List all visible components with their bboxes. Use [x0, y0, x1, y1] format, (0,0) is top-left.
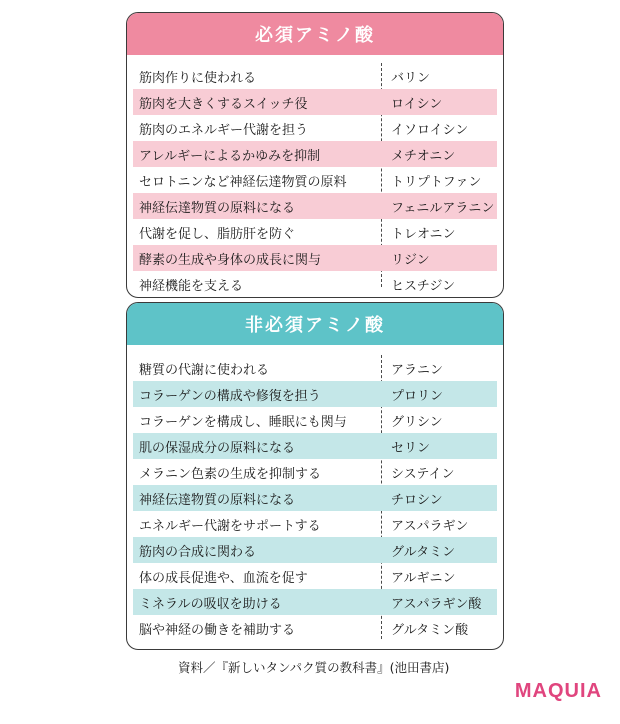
row-amino-acid: アスパラギン酸 — [391, 596, 482, 612]
row-amino-acid: アスパラギン — [391, 518, 469, 534]
row-amino-acid: バリン — [391, 70, 431, 86]
essential-rows — [127, 55, 503, 297]
row-description: アレルギーによるかゆみを抑制 — [139, 148, 321, 164]
table-row — [133, 245, 497, 271]
row-amino-acid: ヒスチジン — [391, 278, 456, 294]
row-amino-acid: ロイシン — [391, 96, 443, 112]
table-row — [133, 485, 497, 511]
table-row — [133, 615, 497, 641]
row-amino-acid: グルタミン — [391, 544, 456, 560]
table-row — [133, 511, 497, 537]
table-row — [133, 381, 497, 407]
table-row — [133, 271, 497, 297]
row-description: コラーゲンを構成し、睡眠にも関与 — [139, 414, 347, 430]
row-description: 代謝を促し、脂肪肝を防ぐ — [139, 226, 296, 242]
row-amino-acid: プロリン — [391, 388, 444, 404]
row-amino-acid: セリン — [391, 440, 431, 456]
row-amino-acid: メチオニン — [391, 148, 456, 164]
row-description: エネルギー代謝をサポートする — [139, 518, 321, 534]
source-citation: 資料／『新しいタンパク質の教科書』(池田書店) — [178, 660, 450, 675]
row-description: 筋肉作りに使われる — [139, 70, 257, 86]
table-row — [133, 459, 497, 485]
row-amino-acid: グルタミン酸 — [391, 622, 469, 638]
row-description: 肌の保湿成分の原料になる — [139, 440, 296, 456]
nonessential-card-title: 非必須アミノ酸 — [127, 303, 503, 345]
row-description: メラニン色素の生成を抑制する — [139, 466, 322, 482]
nonessential-rows — [127, 345, 503, 641]
table-row — [133, 141, 497, 167]
row-description: 体の成長促進や、血流を促す — [139, 570, 308, 586]
table-row — [133, 115, 497, 141]
row-description: 糖質の代謝に使われる — [139, 362, 270, 378]
table-row — [133, 167, 497, 193]
row-description: 酵素の生成や身体の成長に関与 — [139, 252, 322, 268]
table-row — [133, 589, 497, 615]
essential-amino-acids-card — [126, 12, 504, 298]
row-description: 脳や神経の働きを補助する — [139, 622, 296, 638]
row-description: 筋肉のエネルギー代謝を担う — [139, 122, 309, 138]
table-row — [133, 355, 497, 381]
row-amino-acid: アラニン — [391, 362, 444, 378]
row-description: コラーゲンの構成や修復を担う — [139, 388, 321, 404]
brand-logo: MAQUIA — [514, 680, 602, 702]
row-amino-acid: アルギニン — [391, 570, 456, 586]
row-amino-acid: リジン — [391, 252, 430, 268]
row-description: ミネラルの吸収を助ける — [139, 596, 282, 612]
row-amino-acid: イソロイシン — [391, 122, 469, 138]
table-row — [133, 89, 497, 115]
row-description: 神経伝達物質の原料になる — [139, 492, 296, 508]
row-description: 筋肉の合成に関わる — [139, 544, 257, 560]
row-description: 神経機能を支える — [139, 278, 244, 294]
table-row — [133, 563, 497, 589]
row-description: 神経伝達物質の原料になる — [139, 200, 296, 216]
row-amino-acid: グリシン — [391, 414, 443, 430]
row-amino-acid: チロシン — [391, 492, 443, 508]
row-amino-acid: フェニルアラニン — [391, 200, 495, 216]
table-row — [133, 219, 497, 245]
essential-card-title: 必須アミノ酸 — [127, 13, 503, 55]
row-amino-acid: トレオニン — [391, 226, 456, 242]
table-row — [133, 193, 497, 219]
table-row — [133, 407, 497, 433]
table-row — [133, 63, 497, 89]
table-row — [133, 537, 497, 563]
row-description: 筋肉を大きくするスイッチ役 — [139, 96, 308, 112]
row-amino-acid: システイン — [391, 466, 455, 482]
row-description: セロトニンなど神経伝達物質の原料 — [139, 174, 347, 190]
nonessential-amino-acids-card — [126, 302, 504, 650]
row-amino-acid: トリプトファン — [391, 174, 482, 190]
table-row — [133, 433, 497, 459]
